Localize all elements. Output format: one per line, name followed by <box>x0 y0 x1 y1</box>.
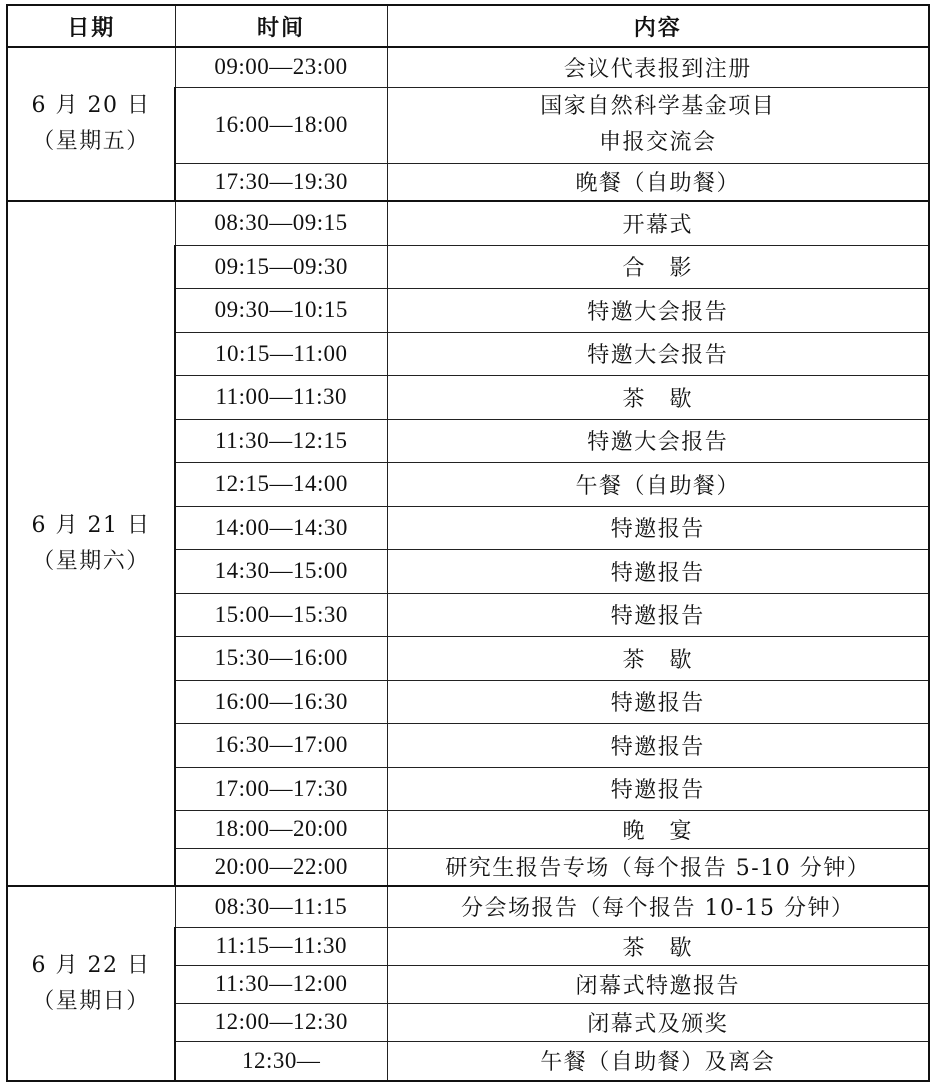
time-cell: 12:15—14:00 <box>175 462 387 506</box>
content-cell: 特邀报告 <box>387 680 929 723</box>
date-label: 6 月 22 日 <box>31 952 151 978</box>
content-cell: 分会场报告（每个报告 10-15 分钟） <box>387 886 929 927</box>
time-cell: 12:30— <box>175 1041 387 1081</box>
date-cell <box>7 47 175 201</box>
content-cell: 特邀报告 <box>387 549 929 593</box>
date-cell <box>7 886 175 1081</box>
time-cell: 09:15—09:30 <box>175 245 387 288</box>
time-cell: 16:00—16:30 <box>175 680 387 723</box>
weekday-label: （星期日） <box>32 988 150 1014</box>
content-cell: 特邀报告 <box>387 723 929 767</box>
content-cell: 特邀报告 <box>387 767 929 810</box>
time-cell: 20:00—22:00 <box>175 848 387 886</box>
header-content: 内容 <box>387 5 929 47</box>
time-cell: 10:15—11:00 <box>175 332 387 375</box>
time-cell: 11:00—11:30 <box>175 375 387 419</box>
time-cell: 16:00—18:00 <box>175 87 387 163</box>
time-cell: 14:00—14:30 <box>175 506 387 549</box>
weekday-label: （星期六） <box>32 548 150 574</box>
time-cell: 17:30—19:30 <box>175 163 387 201</box>
time-cell: 11:15—11:30 <box>175 927 387 965</box>
time-cell: 16:30—17:00 <box>175 723 387 767</box>
header-time: 时间 <box>175 5 387 47</box>
time-cell: 15:30—16:00 <box>175 636 387 680</box>
content-cell: 午餐（自助餐） <box>387 462 929 506</box>
date-label: 6 月 20 日 <box>31 93 151 118</box>
time-cell: 09:00—23:00 <box>175 47 387 87</box>
content-cell: 特邀报告 <box>387 593 929 636</box>
content-cell: 晚餐（自助餐） <box>387 163 929 201</box>
weekday-label: （星期五） <box>32 129 150 154</box>
time-cell: 14:30—15:00 <box>175 549 387 593</box>
date-label: 6 月 21 日 <box>31 512 151 538</box>
content-cell: 特邀大会报告 <box>387 332 929 375</box>
header-date: 日期 <box>7 5 175 47</box>
content-cell: 特邀大会报告 <box>387 419 929 462</box>
time-cell: 08:30—11:15 <box>175 886 387 927</box>
time-cell: 11:30—12:15 <box>175 419 387 462</box>
content-text: 国家自然科学基金项目申报交流会 <box>540 94 776 155</box>
schedule-row <box>7 47 929 87</box>
time-cell: 15:00—15:30 <box>175 593 387 636</box>
content-cell: 特邀大会报告 <box>387 288 929 332</box>
content-cell: 茶 歇 <box>387 927 929 965</box>
content-cell: 闭幕式特邀报告 <box>387 965 929 1003</box>
content-cell: 午餐（自助餐）及离会 <box>387 1041 929 1081</box>
content-cell: 茶 歇 <box>387 375 929 419</box>
content-cell: 开幕式 <box>387 201 929 245</box>
time-cell: 12:00—12:30 <box>175 1003 387 1041</box>
edge-mark <box>928 288 930 310</box>
header-row <box>7 5 929 47</box>
schedule-table <box>6 4 930 1082</box>
content-cell: 特邀报告 <box>387 506 929 549</box>
content-cell: 晚 宴 <box>387 810 929 848</box>
date-cell <box>7 201 175 886</box>
content-cell: 会议代表报到注册 <box>387 47 929 87</box>
schedule-row <box>7 886 929 927</box>
time-cell: 17:00—17:30 <box>175 767 387 810</box>
time-cell: 09:30—10:15 <box>175 288 387 332</box>
content-cell <box>387 87 929 163</box>
time-cell: 18:00—20:00 <box>175 810 387 848</box>
content-cell: 闭幕式及颁奖 <box>387 1003 929 1041</box>
content-cell: 茶 歇 <box>387 636 929 680</box>
content-cell: 合 影 <box>387 245 929 288</box>
schedule-row <box>7 201 929 245</box>
content-cell: 研究生报告专场（每个报告 5-10 分钟） <box>387 848 929 886</box>
time-cell: 08:30—09:15 <box>175 201 387 245</box>
time-cell: 11:30—12:00 <box>175 965 387 1003</box>
